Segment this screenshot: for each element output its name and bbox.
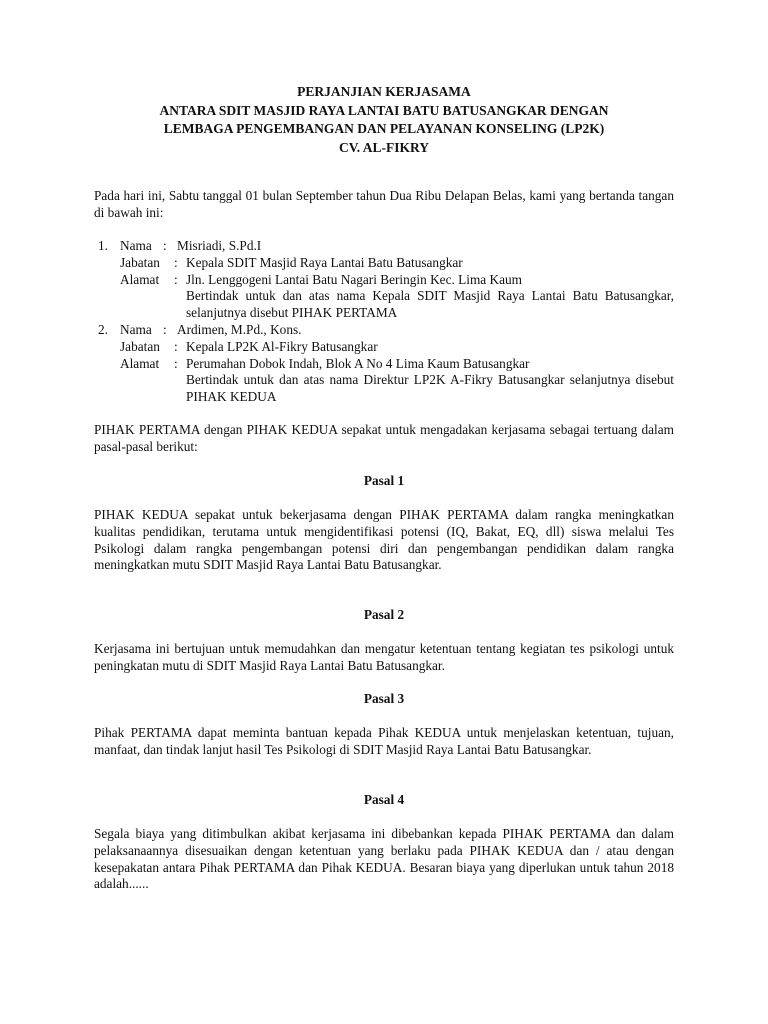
party-2 [94, 322, 674, 406]
title-line-2: ANTARA SDIT MASJID RAYA LANTAI BATU BATUSANGKAR DENGAN [159, 102, 609, 118]
party-1-jabatan-row [94, 255, 674, 272]
colon: : [163, 322, 167, 337]
party-1-jabatan: Kepala SDIT Masjid Raya Lantai Batu Batusangkar [186, 254, 463, 270]
alamat-label: Alamat [120, 271, 160, 287]
party-2-number: 2. [98, 322, 108, 337]
party-1-nama: Misriadi, S.Pd.I [177, 238, 262, 253]
party-1 [94, 238, 674, 322]
party-1-number: 1. [98, 238, 108, 253]
party-2-keterangan-row [94, 372, 674, 406]
document-title [94, 83, 674, 157]
pasal-3-body: Pihak PERTAMA dapat meminta bantuan kepada Pihak KEDUA untuk menjelaskan ketentuan, tujuan, manfaat, dan tindak lanjut hasil Tes Psikologi di SDIT Masjid Raya Lantai Batu Batusangkar. [94, 725, 674, 757]
pasal-1-heading: Pasal 1 [363, 473, 405, 488]
colon: : [174, 355, 178, 371]
jabatan-label: Jabatan [120, 338, 160, 354]
pasal-2-heading: Pasal 2 [363, 607, 405, 622]
party-2-alamat: Perumahan Dobok Indah, Blok A No 4 Lima Kaum Batusangkar [186, 355, 530, 371]
pasal-2-body: Kerjasama ini bertujuan untuk memudahkan dan mengatur ketentuan tentang kegiatan tes psikologi untuk peningkatan mutu di SDIT Masjid Raya Lantai Batu Batusangkar. [94, 641, 674, 673]
party-2-jabatan: Kepala LP2K Al-Fikry Batusangkar [186, 338, 378, 354]
title-line-3: LEMBAGA PENGEMBANGAN DAN PELAYANAN KONSELING (LP2K) [163, 121, 605, 136]
party-2-jabatan-row [94, 339, 674, 356]
nama-label: Nama [120, 322, 152, 337]
pasal-3-heading: Pasal 3 [363, 691, 405, 706]
party-1-alamat: Jln. Lenggogeni Lantai Batu Nagari Beringin Kec. Lima Kaum [186, 271, 523, 287]
colon: : [163, 238, 167, 253]
party-1-alamat-row [94, 272, 674, 289]
agreement-paragraph: PIHAK PERTAMA dengan PIHAK KEDUA sepakat untuk mengadakan kerjasama sebagai tertuang dalam pasal-pasal berikut: [94, 422, 674, 454]
pasal-1-body: PIHAK KEDUA sepakat untuk bekerjasama dengan PIHAK PERTAMA dalam rangka meningkatkan kualitas pendidikan, terutama untuk mengidentifikasi potensi (IQ, Bakat, EQ, dll) siswa melalui Tes Psikologi dalam rangka pengembangan potensi diri dan pengembangan pendidikan dalam rangka meningkatkan mutu SDIT Masjid Raya Lantai Batu Batusangkar. [94, 507, 674, 573]
alamat-label: Alamat [120, 355, 160, 371]
party-1-keterangan-row [94, 288, 674, 322]
jabatan-label: Jabatan [120, 254, 160, 270]
party-1-nama-row [94, 238, 674, 255]
party-2-nama-row [94, 322, 674, 339]
party-2-alamat-row [94, 356, 674, 373]
title-line-4: CV. AL-FIKRY [338, 139, 430, 155]
intro-paragraph: Pada hari ini, Sabtu tanggal 01 bulan September tahun Dua Ribu Delapan Belas, kami yang bertanda tangan di bawah ini: [94, 188, 674, 220]
party-1-keterangan: Bertindak untuk dan atas nama Kepala SDIT Masjid Raya Lantai Batu Batusangkar, selanjutnya disebut PIHAK PERTAMA [186, 288, 674, 321]
pasal-4-body: Segala biaya yang ditimbulkan akibat kerjasama ini dibebankan kepada PIHAK PERTAMA dan dalam pelaksanaannya disesuaikan dengan ketentuan yang berlaku pada PIHAK KEDUA dan / atau dengan kesepakatan antara Pihak PERTAMA dan Pihak KEDUA. Besaran biaya yang diperlukan untuk tahun 2018 adalah...... [94, 826, 674, 892]
nama-label: Nama [120, 238, 152, 253]
colon: : [174, 338, 178, 354]
colon: : [174, 271, 178, 287]
party-2-nama: Ardimen, M.Pd., Kons. [177, 322, 302, 337]
pasal-4-heading: Pasal 4 [363, 792, 405, 807]
title-line-1: PERJANJIAN KERJASAMA [297, 84, 471, 99]
party-2-keterangan: Bertindak untuk dan atas nama Direktur LP2K A-Fikry Batusangkar selanjutnya disebut PIHAK KEDUA [186, 372, 674, 405]
colon: : [174, 254, 178, 270]
